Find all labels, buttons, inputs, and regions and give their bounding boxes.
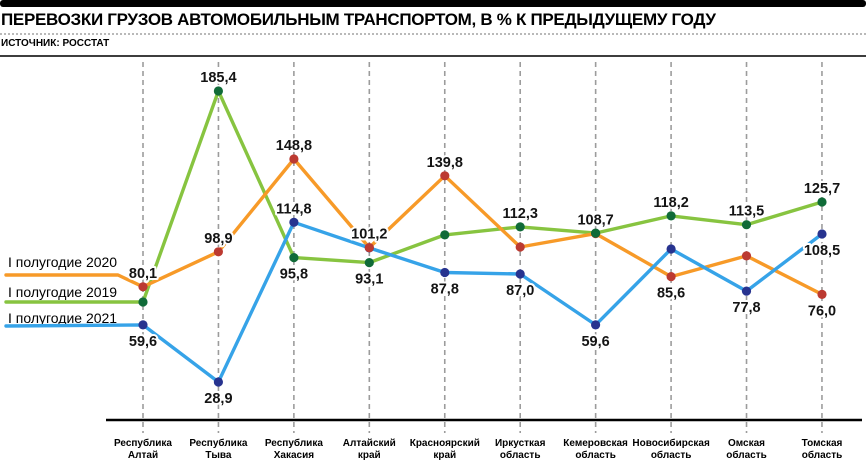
value-label: 80,1: [128, 265, 158, 282]
legend-item-2021: I полугодие 2021: [8, 310, 118, 326]
marker-series-2: [138, 320, 147, 329]
marker-series-2: [817, 229, 826, 238]
value-label: 108,5: [803, 243, 841, 259]
marker-series-0: [138, 282, 147, 291]
category-label: Кемеровская область: [563, 438, 628, 461]
marker-series-1: [742, 220, 751, 229]
value-label: 87,0: [506, 283, 535, 299]
value-label: 125,7: [803, 181, 841, 197]
category-label: Республика Тыва: [189, 438, 248, 461]
marker-series-2: [742, 287, 751, 296]
marker-series-0: [667, 272, 676, 281]
marker-series-1: [214, 86, 223, 95]
value-label: 108,7: [577, 212, 614, 229]
marker-series-2: [516, 269, 525, 278]
marker-series-0: [516, 242, 525, 251]
marker-series-1: [365, 258, 374, 267]
category-label: Иркусткая область: [494, 438, 546, 461]
marker-series-0: [817, 290, 826, 299]
value-label: 93,1: [355, 271, 384, 288]
category-label: Томская область: [801, 438, 843, 461]
page-title: ПЕРЕВОЗКИ ГРУЗОВ АВТОМОБИЛЬНЫМ ТРАНСПОРТОМ, В % К ПРЕДЫДУЩЕМУ ГОДУ: [1, 10, 716, 29]
value-label: 139,8: [426, 154, 463, 171]
marker-series-0: [214, 247, 223, 256]
value-label: 28,9: [204, 391, 233, 407]
value-label: 148,8: [275, 138, 313, 154]
category-label: Красноярский край: [409, 438, 480, 461]
value-label: 59,6: [581, 333, 610, 350]
category-label: Алтайский край: [342, 438, 396, 461]
value-label: 101,2: [351, 226, 388, 243]
marker-series-0: [365, 243, 374, 252]
source-label: ИСТОЧНИК: РОССТАТ: [1, 38, 110, 49]
marker-series-1: [817, 197, 826, 206]
value-label: 95,8: [279, 266, 309, 283]
value-label: 76,0: [807, 303, 837, 320]
marker-series-2: [667, 244, 676, 253]
marker-series-0: [289, 154, 298, 163]
value-label: 98,9: [204, 230, 233, 247]
marker-series-2: [289, 218, 298, 227]
marker-series-1: [516, 222, 525, 231]
value-label: 118,2: [653, 194, 689, 211]
marker-series-1: [138, 297, 147, 306]
value-label: 77,8: [732, 300, 761, 317]
value-label: 113,5: [728, 203, 765, 220]
legend-item-2020: I полугодие 2020: [8, 254, 118, 270]
value-label: 85,6: [656, 285, 686, 302]
marker-series-1: [591, 229, 600, 238]
category-label: Новосибирская область: [632, 438, 710, 461]
marker-series-1: [440, 230, 449, 239]
value-label: 185,4: [200, 70, 237, 86]
category-label: Республика Алтай: [113, 438, 173, 461]
category-label: Республика Хакасия: [264, 438, 323, 461]
marker-series-0: [742, 251, 751, 260]
value-label: 114,8: [276, 201, 312, 218]
marker-series-1: [667, 211, 676, 220]
value-label: 87,8: [430, 281, 459, 298]
value-label: 59,6: [128, 333, 158, 350]
marker-series-2: [591, 320, 600, 329]
category-label: Омская область: [726, 438, 767, 461]
marker-series-0: [440, 171, 449, 180]
legend-item-2019: I полугодие 2019: [8, 284, 118, 300]
value-label: 112,3: [502, 205, 538, 222]
marker-series-2: [440, 268, 449, 277]
marker-series-1: [289, 253, 298, 262]
marker-series-2: [214, 377, 223, 386]
